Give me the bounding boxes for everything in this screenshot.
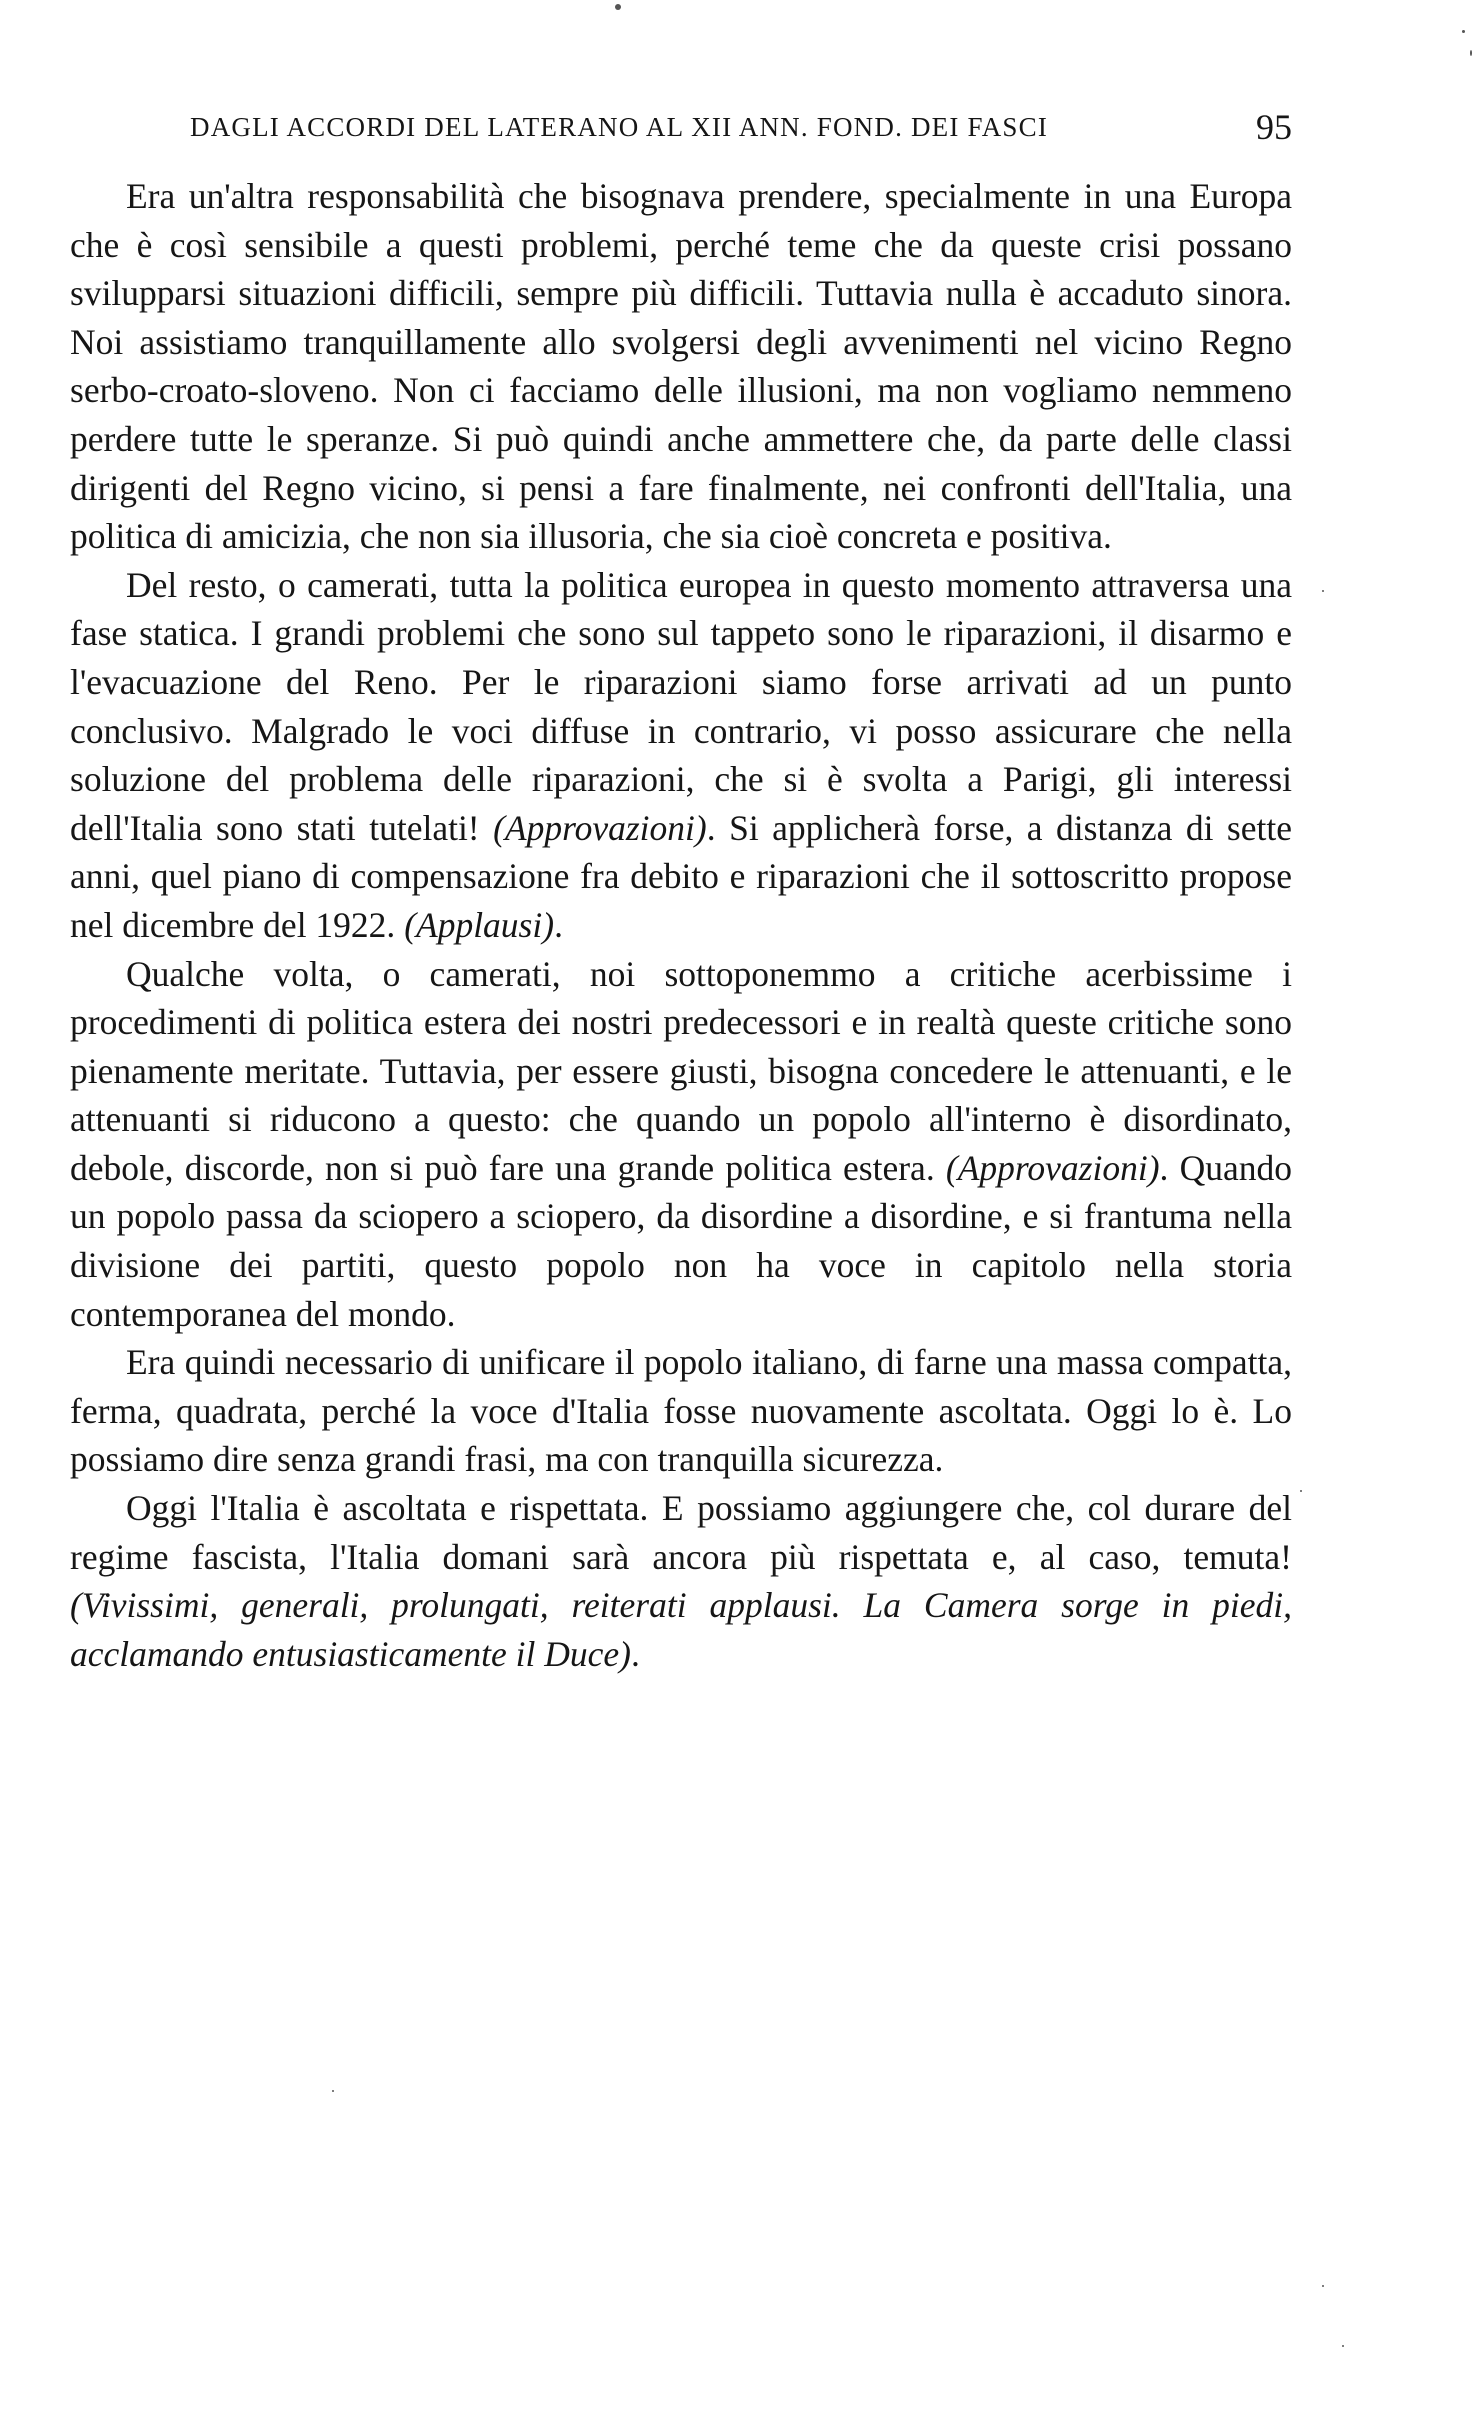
- paragraph-text: Del resto, o camerati, tutta la politica europea in questo momento attraversa una fase statica. I grandi problemi che sono sul tappeto sono le riparazioni, il disarmo e l'evacuazione del Reno. Per le riparazioni siamo forse arrivati ad un punto conclusivo. Malgrado le voci diffuse in contrario, vi posso assicurare che nella soluzione del problema delle riparazioni, che si è svolta a Parigi, gli interessi dell'Italia sono stati tutelati!: [70, 564, 1292, 848]
- paragraph: [70, 561, 1292, 950]
- paragraph-text: .: [554, 904, 563, 945]
- paragraph-text: . Quando un popolo passa da sciopero a sciopero, da disordine a disordine, e si frantuma nella divisione dei partiti, questo popolo non ha voce in capitolo nella storia contemporanea del mondo.: [70, 1147, 1292, 1334]
- scan-speck: [1462, 30, 1465, 33]
- scan-speck: [615, 4, 621, 10]
- paragraph-text: Oggi l'Italia è ascoltata e rispettata. E possiamo aggiungere che, col durare del regime fascista, l'Italia domani sarà ancora più rispettata e, al caso, temuta!: [70, 1488, 1292, 1577]
- paragraph: [70, 1338, 1292, 1484]
- paragraph-text: Era un'altra responsabilità che bisognava prendere, specialmente in una Europa che è così sensibile a questi problemi, perché teme che da queste crisi possano svilupparsi situazioni difficili, sempre più difficili. Tuttavia nulla è accaduto sinora. Noi assistiamo tranquillamente allo svolgersi degli avvenimenti nel vicino Regno serbo-croato-sloveno. Non ci facciamo delle illusioni, ma non vogliamo nemmeno perdere tutte le speranze. Si può quindi anche ammettere che, da parte delle classi dirigenti del Regno vicino, si pensi a fare finalmente, nei confronti dell'Italia, una politica di amicizia, che non sia illusoria, che sia cioè concreta e positiva.: [70, 176, 1292, 557]
- paragraph: [70, 172, 1292, 561]
- running-title: DAGLI ACCORDI DEL LATERANO AL XII ANN. FOND. DEI FASCI: [190, 112, 1049, 142]
- scan-speck: [332, 2090, 334, 2092]
- body-text: [70, 172, 1292, 1678]
- page-number: 95: [1256, 107, 1292, 147]
- paragraph-text: . Si applicherà forse, a distanza di sette anni, quel piano di compensazione fra debito e riparazioni che il sottoscritto propose nel dicembre del 1922.: [70, 807, 1292, 945]
- scan-speck: [1322, 590, 1324, 592]
- stage-direction: (Approvazioni): [945, 1147, 1160, 1188]
- paragraph-text: .: [630, 1633, 640, 1674]
- scan-speck: [1300, 1490, 1302, 1492]
- paragraph-text: Qualche volta, o camerati, noi sottoponemmo a critiche acerbissime i procedimenti di politica estera dei nostri predecessori e in realtà queste critiche sono pienamente meritate. Tuttavia, per essere giusti, bisogna concedere le attenuanti, e le attenuanti si riducono a questo: che quando un popolo all'interno è disordinato, debole, discorde, non si può fare una grande politica estera.: [70, 953, 1292, 1188]
- scan-speck: [1322, 2285, 1324, 2287]
- scan-speck: [1470, 50, 1472, 56]
- stage-direction: (Approvazioni): [493, 807, 707, 848]
- paragraph: [70, 950, 1292, 1339]
- book-page: [70, 100, 1292, 1678]
- scan-speck: [1342, 2345, 1344, 2347]
- paragraph: [70, 1484, 1292, 1678]
- running-head: [70, 100, 1292, 150]
- stage-direction: (Applausi): [404, 904, 555, 945]
- paragraph-text: Era quindi necessario di unificare il popolo italiano, di farne una massa compatta, ferma, quadrata, perché la voce d'Italia fosse nuovamente ascoltata. Oggi lo è. Lo possiamo dire senza grandi frasi, ma con tranquilla sicurezza.: [70, 1342, 1292, 1480]
- stage-direction: (Vivissimi, generali, prolungati, reiterati applausi. La Camera sorge in piedi, acclamando entusiasticamente il Duce): [70, 1585, 1292, 1674]
